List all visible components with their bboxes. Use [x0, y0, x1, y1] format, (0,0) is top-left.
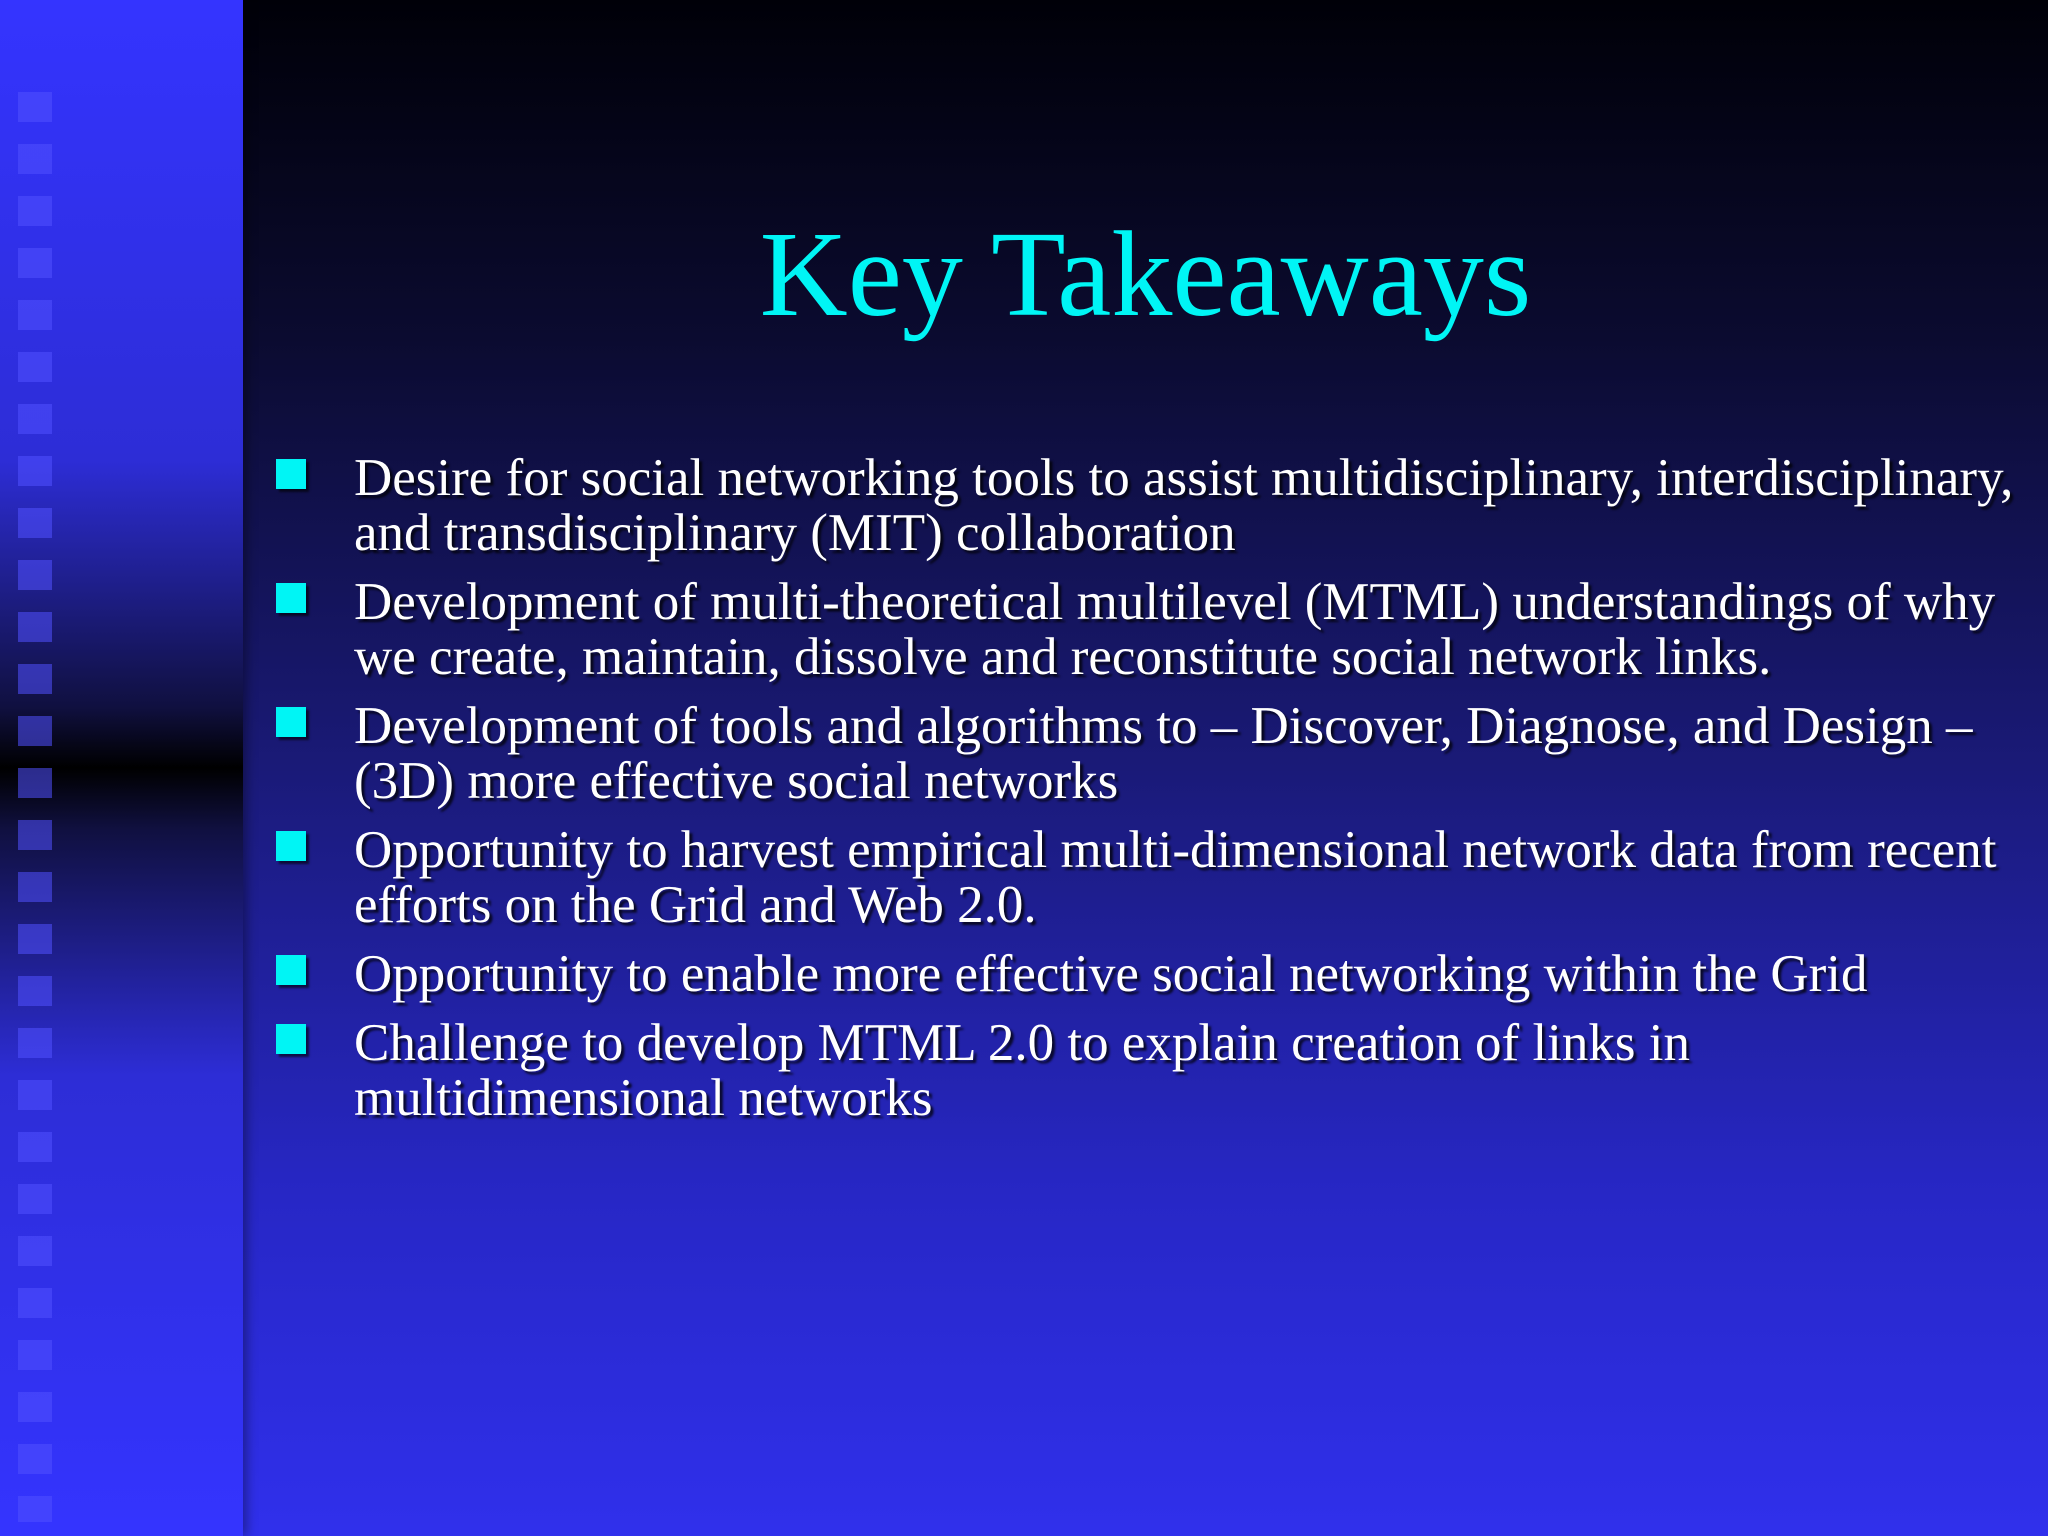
bullet-text: Desire for social networking tools to assist multidisciplinary, interdisciplinary, and transdisciplinary (MIT) collaboration [354, 449, 2014, 562]
bullet-text: Challenge to develop MTML 2.0 to explain creation of links in multidimensional networks [354, 1014, 1690, 1127]
bullet-item [276, 575, 2016, 685]
bullet-item [276, 699, 2016, 809]
bullet-list [276, 451, 2016, 1140]
square-bullet-icon [276, 459, 306, 489]
bullet-text: Development of tools and algorithms to – Discover, Diagnose, and Design – (3D) more effective social networks [354, 697, 1973, 810]
slide-title: Key Takeaways [759, 207, 1532, 342]
bullet-text: Development of multi-theoretical multilevel (MTML) understandings of why we create, maintain, dissolve and reconstitute social network links. [354, 573, 1996, 686]
square-bullet-icon [276, 831, 306, 861]
bullet-item [276, 451, 2016, 561]
bullet-item [276, 823, 2016, 933]
bullet-text: Opportunity to enable more effective social networking within the Grid [354, 945, 1868, 1003]
bullet-item [276, 947, 2016, 1002]
square-bullet-icon [276, 707, 306, 737]
bullet-item [276, 1016, 2016, 1126]
square-bullet-icon [276, 1024, 306, 1054]
square-bullet-icon [276, 583, 306, 613]
decorative-square-column [18, 92, 52, 1522]
square-bullet-icon [276, 955, 306, 985]
bullet-text: Opportunity to harvest empirical multi-dimensional network data from recent efforts on the Grid and Web 2.0. [354, 821, 1997, 934]
side-decoration-strip [0, 0, 243, 1536]
